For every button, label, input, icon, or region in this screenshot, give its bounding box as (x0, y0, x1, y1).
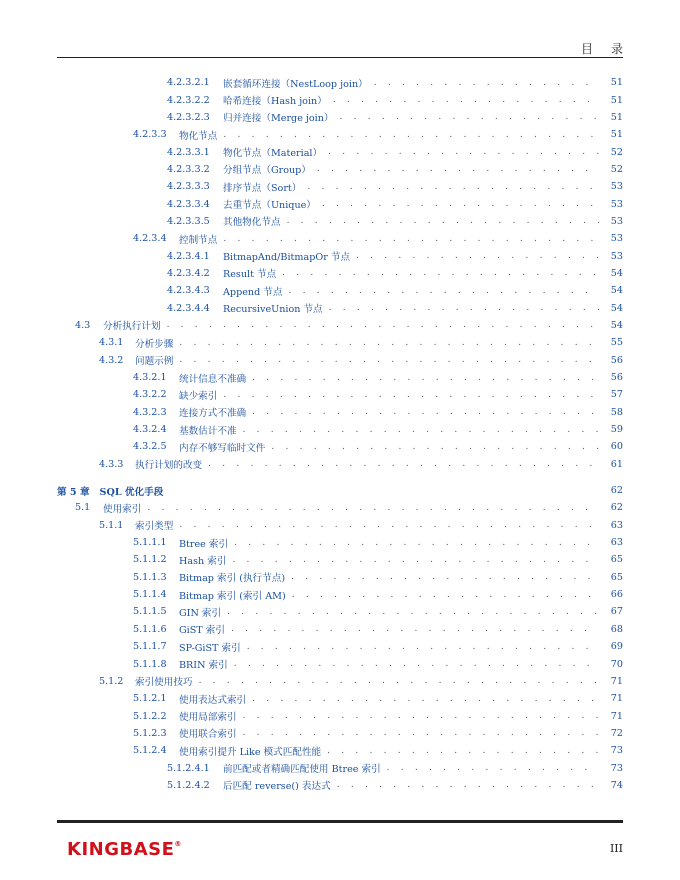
toc-entry-page[interactable]: 73 (610, 745, 623, 757)
toc-entry-title[interactable]: Bitmap 索引 (执行节点) (179, 573, 286, 585)
toc-entry[interactable] (57, 742, 623, 759)
dot-leader (231, 624, 599, 634)
toc-entry-page[interactable]: 62 (610, 485, 623, 497)
toc-entry-title[interactable]: SQL 优化手段 (99, 486, 164, 498)
toc-entry[interactable] (57, 247, 623, 264)
toc-entry-number[interactable]: 4.2.3.4 (133, 233, 167, 245)
toc-entry-page[interactable]: 54 (610, 302, 623, 314)
toc-entry-number[interactable]: 4.3.2.5 (133, 441, 167, 453)
dot-leader (234, 538, 599, 548)
toc-entry[interactable] (57, 386, 623, 403)
toc-entry-title[interactable]: 嵌套循环连接（NestLoop join） (223, 78, 368, 90)
toc-entry[interactable] (57, 369, 623, 386)
toc-entry[interactable] (57, 638, 623, 655)
dot-leader (232, 555, 599, 565)
toc-entry-page[interactable]: 59 (610, 424, 623, 436)
toc-entry-page[interactable]: 62 (610, 502, 623, 514)
toc-entry-number[interactable]: 4.2.3.4.2 (167, 267, 210, 279)
toc-entry[interactable] (57, 299, 623, 316)
toc-entry[interactable] (57, 655, 623, 672)
toc-entry-title[interactable]: 物化节点（Material） (223, 148, 323, 160)
toc-entry-number[interactable]: 5.1.2.4.2 (167, 779, 210, 791)
toc-entry[interactable] (57, 282, 623, 299)
toc-entry[interactable] (57, 456, 623, 473)
toc-entry-number[interactable]: 4.2.3.3.4 (167, 198, 210, 210)
toc-entry-page[interactable]: 60 (610, 441, 623, 453)
toc-entry-number[interactable]: 5.1.2.3 (133, 727, 167, 739)
dot-leader (208, 459, 599, 469)
toc-entry-title[interactable]: 归并连接（Merge join） (223, 113, 334, 125)
toc-entry-number[interactable]: 4.3 (75, 319, 91, 331)
toc-entry-number[interactable]: 4.3.2 (99, 354, 124, 366)
toc-entry[interactable] (57, 334, 623, 351)
dot-leader (223, 234, 599, 244)
toc-entry-number[interactable]: 5.1 (75, 502, 91, 514)
toc-entry-number[interactable]: 4.2.3.3.5 (167, 215, 210, 227)
toc-entry-title[interactable]: 基数估计不准 (179, 425, 237, 437)
toc-entry[interactable] (57, 91, 623, 108)
table-of-contents (57, 74, 623, 794)
dot-leader (340, 112, 599, 122)
toc-entry-title[interactable]: 分组节点（Group） (223, 165, 311, 177)
toc-entry-page[interactable]: 70 (610, 658, 623, 670)
toc-entry-title[interactable]: 问题示例 (135, 356, 174, 368)
dot-leader (387, 763, 599, 773)
toc-entry-title[interactable]: 执行计划的改变 (135, 460, 203, 472)
footer-rule (57, 820, 623, 823)
toc-entry-page[interactable]: 51 (610, 111, 623, 123)
toc-entry-page[interactable]: 53 (610, 215, 623, 227)
toc-entry[interactable] (57, 230, 623, 247)
dot-leader (247, 642, 599, 652)
toc-entry-page[interactable]: 65 (610, 554, 623, 566)
toc-entry-title[interactable]: Hash 索引 (179, 555, 227, 567)
toc-entry[interactable] (57, 621, 623, 638)
toc-entry-page[interactable]: 71 (610, 710, 623, 722)
dot-leader (243, 425, 599, 435)
toc-entry-number[interactable]: 5.1.2.4 (133, 745, 167, 757)
toc-entry[interactable] (57, 759, 623, 776)
toc-entry-number[interactable]: 4.3.3 (99, 458, 124, 470)
toc-entry-page[interactable]: 73 (610, 762, 623, 774)
toc-entry[interactable] (57, 265, 623, 282)
toc-entry[interactable] (57, 126, 623, 143)
toc-entry-page[interactable]: 74 (610, 779, 623, 791)
toc-entry-page[interactable]: 55 (610, 337, 623, 349)
toc-entry-page[interactable]: 53 (610, 233, 623, 245)
toc-entry-page[interactable]: 52 (610, 163, 623, 175)
toc-entry-title[interactable]: 排序节点（Sort） (223, 182, 302, 194)
dot-leader (322, 199, 599, 209)
toc-entry[interactable] (57, 421, 623, 438)
toc-entry[interactable] (57, 673, 623, 690)
toc-entry[interactable] (57, 586, 623, 603)
dot-leader (271, 442, 599, 452)
toc-entry-number[interactable]: 5.1.1.5 (133, 606, 167, 618)
toc-entry[interactable] (57, 603, 623, 620)
toc-entry-number[interactable]: 4.3.2.2 (133, 389, 167, 401)
toc-entry-number[interactable]: 4.2.3.3 (133, 129, 167, 141)
toc-entry-page[interactable]: 71 (610, 675, 623, 687)
toc-entry[interactable] (57, 143, 623, 160)
toc-entry-number[interactable]: 4.2.3.3.1 (167, 146, 210, 158)
toc-entry[interactable] (57, 517, 623, 534)
toc-entry-number[interactable]: 5.1.2 (99, 675, 124, 687)
toc-entry-page[interactable]: 54 (610, 319, 623, 331)
toc-entry-title[interactable]: 索引类型 (135, 521, 174, 533)
toc-entry-title[interactable]: 前匹配或者精确匹配使用 Btree 索引 (223, 764, 381, 776)
toc-entry-number[interactable]: 5.1.1.6 (133, 623, 167, 635)
toc-entry-page[interactable]: 57 (610, 389, 623, 401)
dot-leader (179, 520, 599, 530)
toc-entry-number[interactable]: 4.2.3.4.1 (167, 250, 210, 262)
toc-entry-title[interactable]: 哈希连接（Hash join） (223, 96, 327, 108)
toc-entry-title[interactable]: 分析步骤 (135, 338, 174, 350)
toc-entry[interactable] (57, 499, 623, 516)
toc-entry-title[interactable]: 去重节点（Unique） (223, 200, 316, 212)
dot-leader (317, 164, 599, 174)
toc-entry-page[interactable]: 72 (610, 727, 623, 739)
toc-entry[interactable] (57, 195, 623, 212)
toc-entry-title[interactable]: Append 节点 (223, 286, 283, 298)
toc-entry-number[interactable]: 5.1.2.2 (133, 710, 167, 722)
toc-entry-number[interactable]: 5.1.2.1 (133, 693, 167, 705)
toc-entry-page[interactable]: 66 (610, 589, 623, 601)
toc-entry-page[interactable]: 67 (610, 606, 623, 618)
dot-leader (374, 78, 599, 88)
toc-entry[interactable] (57, 161, 623, 178)
toc-entry-title[interactable]: BRIN 索引 (179, 660, 228, 672)
toc-entry[interactable] (57, 690, 623, 707)
toc-entry-title[interactable]: Bitmap 索引 (索引 AM) (179, 590, 286, 602)
toc-entry-page[interactable]: 52 (610, 146, 623, 158)
toc-entry-number[interactable]: 4.3.2.1 (133, 372, 167, 384)
dot-leader (292, 590, 599, 600)
toc-entry-title[interactable]: GIN 索引 (179, 607, 222, 619)
dot-leader (333, 95, 599, 105)
dot-leader (243, 711, 599, 721)
toc-entry-number[interactable]: 5.1.1.1 (133, 537, 167, 549)
toc-entry-title[interactable]: 使用表达式索引 (179, 694, 247, 706)
toc-entry[interactable] (57, 178, 623, 195)
toc-entry-number[interactable]: 4.3.1 (99, 337, 124, 349)
dot-leader (252, 407, 599, 417)
toc-entry-page[interactable]: 69 (610, 641, 623, 653)
toc-entry-number[interactable]: 5.1.1.8 (133, 658, 167, 670)
dot-leader (288, 286, 599, 296)
dot-leader (307, 182, 599, 192)
toc-entry[interactable] (57, 74, 623, 91)
toc-entry-title[interactable]: 使用索引 (103, 503, 142, 515)
toc-entry-title[interactable]: 连接方式不准确 (179, 408, 247, 420)
toc-entry-page[interactable]: 63 (610, 519, 623, 531)
toc-entry-number[interactable]: 4.3.2.3 (133, 406, 167, 418)
toc-entry-page[interactable]: 58 (610, 406, 623, 418)
toc-entry[interactable] (57, 317, 623, 334)
toc-entry-title[interactable]: 缺少索引 (179, 390, 218, 402)
toc-entry-page[interactable]: 53 (610, 198, 623, 210)
toc-entry[interactable] (57, 707, 623, 724)
dot-leader (179, 355, 599, 365)
toc-entry-page[interactable]: 71 (610, 693, 623, 705)
dot-leader (327, 746, 599, 756)
dot-leader (328, 147, 599, 157)
toc-entry-title[interactable]: RecursiveUnion 节点 (223, 304, 323, 316)
toc-entry-number[interactable]: 4.2.3.4.3 (167, 285, 210, 297)
dot-leader (252, 373, 599, 383)
toc-entry[interactable] (57, 213, 623, 230)
toc-entry-number[interactable]: 5.1.1.7 (133, 641, 167, 653)
toc-entry-number[interactable]: 5.1.2.4.1 (167, 762, 210, 774)
toc-entry[interactable] (57, 551, 623, 568)
dot-leader (282, 268, 599, 278)
toc-entry-title[interactable]: 内存不够写临时文件 (179, 442, 266, 454)
toc-entry[interactable] (57, 404, 623, 421)
dot-leader (291, 572, 599, 582)
dot-leader (243, 728, 599, 738)
dot-leader (167, 320, 599, 330)
toc-entry-number[interactable]: 5.1.1.3 (133, 571, 167, 583)
toc-entry-page[interactable]: 56 (610, 354, 623, 366)
toc-entry-title[interactable]: 统计信息不准确 (179, 373, 247, 385)
toc-entry-title[interactable]: SP-GiST 索引 (179, 642, 241, 654)
kingbase-logo: KINGBASE® (67, 839, 182, 860)
dot-leader (147, 503, 599, 513)
toc-entry-title[interactable]: 分析执行计划 (103, 321, 161, 333)
toc-entry-title[interactable]: Btree 索引 (179, 538, 229, 550)
toc-entry-title[interactable]: 其他物化节点 (223, 217, 281, 229)
dot-leader (287, 216, 599, 226)
toc-entry[interactable] (57, 109, 623, 126)
toc-entry[interactable] (57, 569, 623, 586)
dot-leader (199, 676, 599, 686)
dot-leader (252, 694, 599, 704)
dot-leader (179, 338, 599, 348)
toc-entry-number[interactable]: 5.1.1.4 (133, 589, 167, 601)
toc-entry-page[interactable]: 51 (610, 77, 623, 89)
toc-entry[interactable] (57, 352, 623, 369)
toc-entry-page[interactable]: 68 (610, 623, 623, 635)
toc-entry-page[interactable]: 54 (610, 267, 623, 279)
toc-entry-number[interactable]: 4.2.3.2.3 (167, 111, 210, 123)
toc-entry-page[interactable]: 51 (610, 94, 623, 106)
toc-entry[interactable] (57, 482, 623, 499)
toc-entry-title[interactable]: 索引使用技巧 (135, 677, 193, 689)
toc-entry-number[interactable]: 4.2.3.2.1 (167, 77, 210, 89)
toc-entry-title[interactable]: 后匹配 reverse() 表达式 (223, 781, 331, 793)
toc-entry-title[interactable]: 物化节点 (179, 130, 218, 142)
toc-entry-number[interactable]: 5.1.1.2 (133, 554, 167, 566)
toc-entry-title[interactable]: BitmapAnd/BitmapOr 节点 (223, 252, 351, 264)
toc-entry-title[interactable]: GiST 索引 (179, 625, 225, 637)
dot-leader (337, 780, 599, 790)
dot-leader (234, 659, 599, 669)
toc-entry-title[interactable]: 控制节点 (179, 234, 218, 246)
dot-leader (227, 607, 599, 617)
toc-entry-page[interactable]: 53 (610, 250, 623, 262)
toc-entry-number[interactable]: 4.2.3.3.2 (167, 163, 210, 175)
toc-entry[interactable] (57, 777, 623, 794)
dot-leader (329, 303, 599, 313)
toc-entry-number[interactable]: 第 5 章 (57, 486, 90, 498)
page-number: III (609, 842, 623, 855)
toc-entry-page[interactable]: 65 (610, 571, 623, 583)
toc-entry-page[interactable]: 53 (610, 181, 623, 193)
dot-leader (356, 251, 599, 261)
toc-entry-number[interactable]: 4.2.3.3.3 (167, 181, 210, 193)
toc-entry[interactable] (57, 534, 623, 551)
toc-entry-page[interactable]: 56 (610, 372, 623, 384)
toc-entry-number[interactable]: 4.3.2.4 (133, 424, 167, 436)
toc-entry-title[interactable]: 使用联合索引 (179, 729, 237, 741)
toc-entry-number[interactable]: 4.2.3.2.2 (167, 94, 210, 106)
toc-entry-page[interactable]: 61 (610, 458, 623, 470)
dot-leader (223, 390, 599, 400)
page-header-title: 目录 (580, 42, 641, 56)
toc-entry-title[interactable]: 使用索引提升 Like 模式匹配性能 (179, 746, 322, 758)
toc-entry-page[interactable]: 54 (610, 285, 623, 297)
toc-entry-number[interactable]: 5.1.1 (99, 519, 124, 531)
toc-entry[interactable] (57, 438, 623, 455)
header-rule (57, 57, 623, 58)
toc-entry-title[interactable]: 使用局部索引 (179, 712, 237, 724)
toc-entry-title[interactable]: Result 节点 (223, 269, 277, 281)
toc-entry-page[interactable]: 63 (610, 537, 623, 549)
toc-entry[interactable] (57, 725, 623, 742)
dot-leader (223, 130, 599, 140)
toc-entry-number[interactable]: 4.2.3.4.4 (167, 302, 210, 314)
toc-entry-page[interactable]: 51 (610, 129, 623, 141)
